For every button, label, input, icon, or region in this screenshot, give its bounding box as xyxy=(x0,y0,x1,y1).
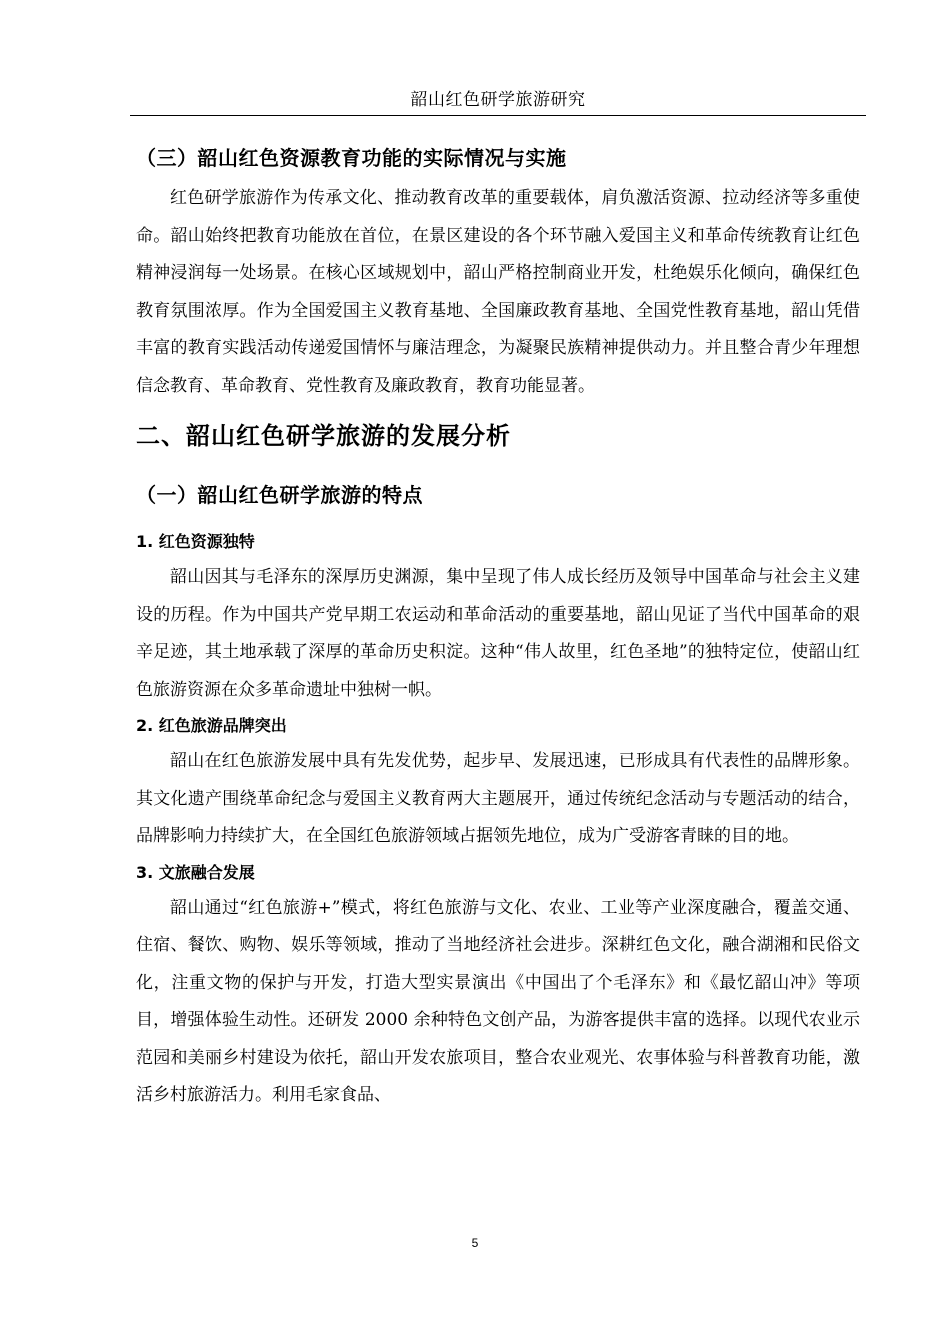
item-three-heading: 3. 文旅融合发展 xyxy=(136,862,255,882)
item-two-heading: 2. 红色旅游品牌突出 xyxy=(136,716,287,735)
section-two-heading: 二、韶山红色研学旅游的发展分析 xyxy=(136,422,511,450)
page-number: 5 xyxy=(471,1236,479,1250)
item-one-paragraph: 韶山因其与毛泽东的深厚历史渊源，集中呈现了伟人成长经历及领导中国革命与社会主义建设的历程。作为中国共产党早期工农运动和革命活动的重要基地，韶山见证了当代中国革命的艰辛足迹，其土地承载了深厚的革命历史积淀。这种“伟人故里，红色圣地”的独特定位，使韶山红色旅游资源在众多革命遗址中独树一帜。 xyxy=(136,567,860,700)
subsection-one-heading: （一）韶山红色研学旅游的特点 xyxy=(136,483,423,507)
item-three-paragraph: 韶山通过“红色旅游+”模式，将红色旅游与文化、农业、工业等产业深度融合，覆盖交通、住宿、餐饮、购物、娱乐等领域，推动了当地经济社会进步。深耕红色文化，融合湖湘和民俗文化，注重文物的保护与开发，打造大型实景演出《中国出了个毛泽东》和《最忆韶山冲》等项目，增强体验生动性。还研发 2000 余种特色文创产品，为游客提供丰富的选择。以现代农业示范园和美丽乡村建设为依托，韶山开发农旅项目，整合农业观光、农事体验与科普教育功能，激活乡村旅游活力。利用毛家食品、 xyxy=(136,897,860,1105)
item-one-heading: 1. 红色资源独特 xyxy=(136,532,255,551)
page-body xyxy=(136,140,860,1115)
subsection-three-heading: （三）韶山红色资源教育功能的实际情况与实施 xyxy=(136,146,567,170)
running-header-title: 韶山红色研学旅游研究 xyxy=(410,90,586,110)
subsection-three-paragraph: 红色研学旅游作为传承文化、推动教育改革的重要载体，肩负激活资源、拉动经济等多重使命。韶山始终把教育功能放在首位，在景区建设的各个环节融入爱国主义和革命传统教育让红色精神浸润每一处场景。在核心区域规划中，韶山严格控制商业开发，杜绝娱乐化倾向，确保红色教育氛围浓厚。作为全国爱国主义教育基地、全国廉政教育基地、全国党性教育基地，韶山凭借丰富的教育实践活动传递爱国情怀与廉洁理念，为凝聚民族精神提供动力。并且整合青少年理想信念教育、革命教育、党性教育及廉政教育，教育功能显著。 xyxy=(136,188,860,396)
header-divider xyxy=(130,115,866,116)
item-two-paragraph: 韶山在红色旅游发展中具有先发优势，起步早、发展迅速，已形成具有代表性的品牌形象。其文化遗产围绕革命纪念与爱国主义教育两大主题展开，通过传统纪念活动与专题活动的结合，品牌影响力持续扩大，在全国红色旅游领域占据领先地位，成为广受游客青睐的目的地。 xyxy=(136,751,860,846)
